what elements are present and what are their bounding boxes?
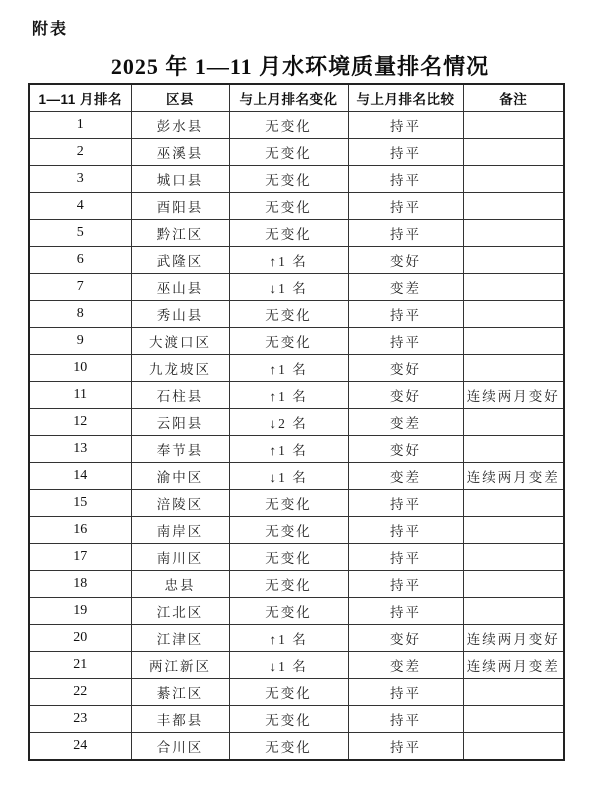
change-cell: 无变化 — [229, 301, 348, 328]
rank-cell: 16 — [29, 517, 131, 544]
comparison-cell: 持平 — [348, 706, 463, 733]
table-header-row — [29, 84, 564, 112]
table-row — [29, 463, 564, 490]
note-cell — [463, 544, 564, 571]
district-cell: 巫山县 — [131, 274, 229, 301]
note-cell: 连续两月变好 — [463, 625, 564, 652]
change-cell: ↓1 名 — [229, 274, 348, 301]
district-cell: 合川区 — [131, 733, 229, 761]
change-cell: 无变化 — [229, 517, 348, 544]
table-row — [29, 247, 564, 274]
change-cell: ↑1 名 — [229, 625, 348, 652]
change-cell: 无变化 — [229, 328, 348, 355]
note-cell — [463, 409, 564, 436]
table-row — [29, 625, 564, 652]
comparison-cell: 变好 — [348, 382, 463, 409]
header-rank: 1—11 月排名 — [29, 84, 131, 112]
district-cell: 南岸区 — [131, 517, 229, 544]
header-district: 区县 — [131, 84, 229, 112]
note-cell: 连续两月变差 — [463, 463, 564, 490]
table-row — [29, 112, 564, 139]
comparison-cell: 变差 — [348, 409, 463, 436]
change-cell: ↑1 名 — [229, 382, 348, 409]
comparison-cell: 持平 — [348, 139, 463, 166]
table-body — [29, 112, 564, 761]
comparison-cell: 持平 — [348, 166, 463, 193]
district-cell: 两江新区 — [131, 652, 229, 679]
district-cell: 九龙坡区 — [131, 355, 229, 382]
rank-cell: 12 — [29, 409, 131, 436]
comparison-cell: 持平 — [348, 571, 463, 598]
note-cell — [463, 220, 564, 247]
district-cell: 酉阳县 — [131, 193, 229, 220]
rank-cell: 13 — [29, 436, 131, 463]
change-cell: ↓1 名 — [229, 463, 348, 490]
change-cell: 无变化 — [229, 679, 348, 706]
rank-cell: 19 — [29, 598, 131, 625]
rank-cell: 22 — [29, 679, 131, 706]
table-row — [29, 652, 564, 679]
note-cell — [463, 193, 564, 220]
header-comparison: 与上月排名比较 — [348, 84, 463, 112]
rank-cell: 11 — [29, 382, 131, 409]
change-cell: 无变化 — [229, 112, 348, 139]
comparison-cell: 持平 — [348, 544, 463, 571]
district-cell: 忠县 — [131, 571, 229, 598]
change-cell: ↓2 名 — [229, 409, 348, 436]
table-row — [29, 193, 564, 220]
table-row — [29, 166, 564, 193]
note-cell — [463, 166, 564, 193]
rank-cell: 1 — [29, 112, 131, 139]
district-cell: 涪陵区 — [131, 490, 229, 517]
note-cell: 连续两月变差 — [463, 652, 564, 679]
note-cell — [463, 247, 564, 274]
comparison-cell: 持平 — [348, 679, 463, 706]
district-cell: 云阳县 — [131, 409, 229, 436]
change-cell: ↓1 名 — [229, 652, 348, 679]
rank-cell: 9 — [29, 328, 131, 355]
district-cell: 城口县 — [131, 166, 229, 193]
rank-cell: 24 — [29, 733, 131, 761]
comparison-cell: 变差 — [348, 652, 463, 679]
table-row — [29, 139, 564, 166]
table-row — [29, 598, 564, 625]
comparison-cell: 变差 — [348, 463, 463, 490]
district-cell: 丰都县 — [131, 706, 229, 733]
comparison-cell: 变好 — [348, 436, 463, 463]
table-row — [29, 301, 564, 328]
comparison-cell: 持平 — [348, 301, 463, 328]
change-cell: 无变化 — [229, 490, 348, 517]
page-title: 2025 年 1—11 月水环境质量排名情况 — [110, 54, 490, 79]
table-row — [29, 328, 564, 355]
district-cell: 石柱县 — [131, 382, 229, 409]
district-cell: 黔江区 — [131, 220, 229, 247]
rank-cell: 2 — [29, 139, 131, 166]
table-row — [29, 517, 564, 544]
table-row — [29, 220, 564, 247]
header-change: 与上月排名变化 — [229, 84, 348, 112]
change-cell: 无变化 — [229, 598, 348, 625]
table-row — [29, 571, 564, 598]
note-cell — [463, 328, 564, 355]
change-cell: ↑1 名 — [229, 355, 348, 382]
rank-cell: 20 — [29, 625, 131, 652]
comparison-cell: 变好 — [348, 355, 463, 382]
rank-cell: 15 — [29, 490, 131, 517]
note-cell — [463, 598, 564, 625]
change-cell: 无变化 — [229, 166, 348, 193]
rank-cell: 6 — [29, 247, 131, 274]
district-cell: 秀山县 — [131, 301, 229, 328]
rank-cell: 8 — [29, 301, 131, 328]
rank-cell: 17 — [29, 544, 131, 571]
appendix-label: 附表 — [32, 21, 69, 38]
district-cell: 奉节县 — [131, 436, 229, 463]
change-cell: ↑1 名 — [229, 247, 348, 274]
table-row — [29, 490, 564, 517]
rank-cell: 23 — [29, 706, 131, 733]
note-cell — [463, 733, 564, 761]
comparison-cell: 变好 — [348, 625, 463, 652]
district-cell: 江北区 — [131, 598, 229, 625]
table-row — [29, 706, 564, 733]
change-cell: 无变化 — [229, 706, 348, 733]
note-cell: 连续两月变好 — [463, 382, 564, 409]
district-cell: 彭水县 — [131, 112, 229, 139]
note-cell — [463, 679, 564, 706]
note-cell — [463, 517, 564, 544]
table-row — [29, 679, 564, 706]
note-cell — [463, 571, 564, 598]
note-cell — [463, 274, 564, 301]
note-cell — [463, 706, 564, 733]
rank-cell: 4 — [29, 193, 131, 220]
change-cell: 无变化 — [229, 544, 348, 571]
comparison-cell: 持平 — [348, 598, 463, 625]
comparison-cell: 变差 — [348, 274, 463, 301]
district-cell: 渝中区 — [131, 463, 229, 490]
comparison-cell: 持平 — [348, 112, 463, 139]
change-cell: 无变化 — [229, 571, 348, 598]
table-row — [29, 544, 564, 571]
change-cell: 无变化 — [229, 220, 348, 247]
district-cell: 大渡口区 — [131, 328, 229, 355]
rank-cell: 3 — [29, 166, 131, 193]
comparison-cell: 变好 — [348, 247, 463, 274]
comparison-cell: 持平 — [348, 733, 463, 761]
note-cell — [463, 112, 564, 139]
rank-cell: 21 — [29, 652, 131, 679]
note-cell — [463, 301, 564, 328]
district-cell: 江津区 — [131, 625, 229, 652]
change-cell: 无变化 — [229, 733, 348, 761]
table-row — [29, 409, 564, 436]
table-row — [29, 382, 564, 409]
rank-cell: 18 — [29, 571, 131, 598]
district-cell: 巫溪县 — [131, 139, 229, 166]
note-cell — [463, 139, 564, 166]
comparison-cell: 持平 — [348, 490, 463, 517]
district-cell: 武隆区 — [131, 247, 229, 274]
rank-cell: 10 — [29, 355, 131, 382]
comparison-cell: 持平 — [348, 328, 463, 355]
note-cell — [463, 490, 564, 517]
table-row — [29, 355, 564, 382]
change-cell: ↑1 名 — [229, 436, 348, 463]
note-cell — [463, 436, 564, 463]
rank-cell: 7 — [29, 274, 131, 301]
table-row — [29, 436, 564, 463]
rank-cell: 14 — [29, 463, 131, 490]
table-row — [29, 274, 564, 301]
change-cell: 无变化 — [229, 139, 348, 166]
comparison-cell: 持平 — [348, 517, 463, 544]
note-cell — [463, 355, 564, 382]
table-row — [29, 733, 564, 761]
rank-cell: 5 — [29, 220, 131, 247]
district-cell: 綦江区 — [131, 679, 229, 706]
comparison-cell: 持平 — [348, 193, 463, 220]
district-cell: 南川区 — [131, 544, 229, 571]
change-cell: 无变化 — [229, 193, 348, 220]
header-note: 备注 — [463, 84, 564, 112]
ranking-table — [28, 83, 565, 761]
comparison-cell: 持平 — [348, 220, 463, 247]
